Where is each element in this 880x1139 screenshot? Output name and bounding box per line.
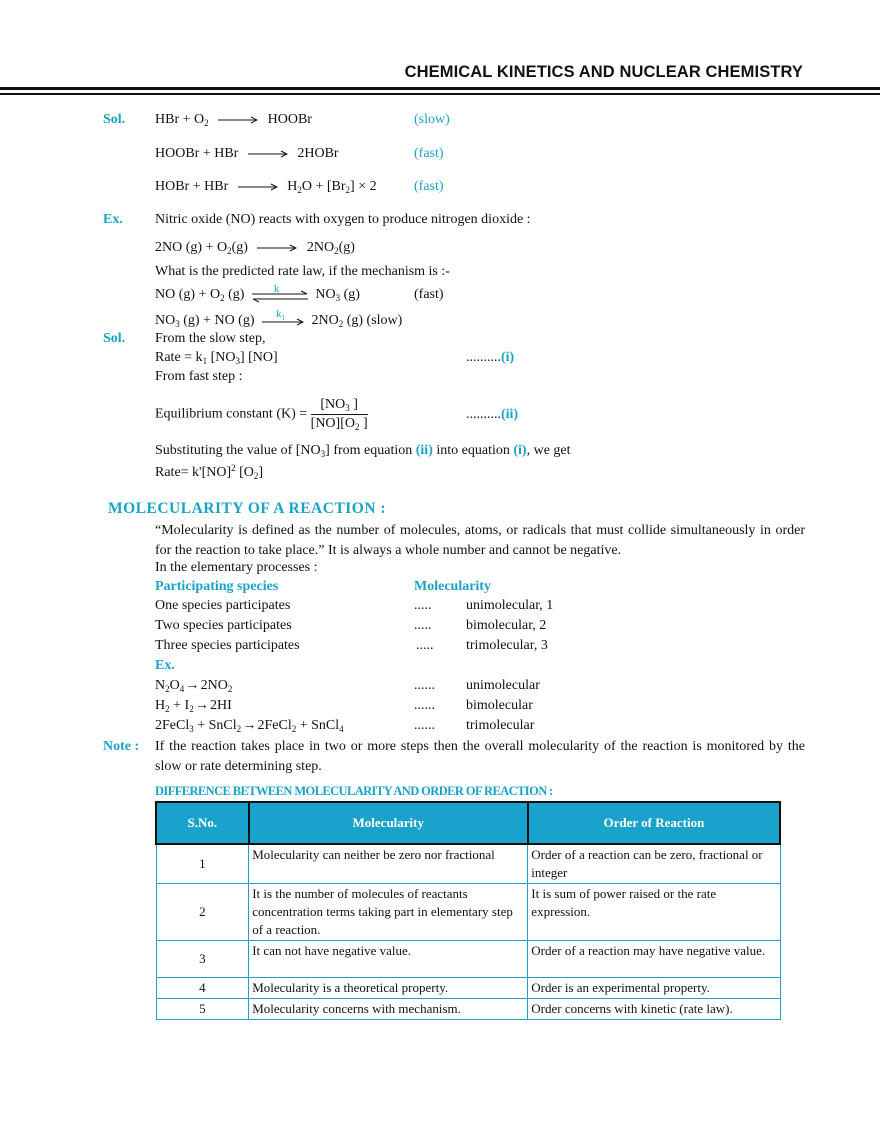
mechanism-step-fast: NO $(g) + O_2$ (g) k $NO_3$ (g): [155, 282, 360, 303]
arrow-right-icon: $k_1$: [262, 314, 304, 328]
intro-text: In the elementary processes :: [155, 560, 318, 575]
leader-dots: ......: [414, 718, 435, 733]
cell-sno: 5: [156, 999, 249, 1020]
column-heading-species: Participating species: [155, 579, 279, 594]
cell-sno: 1: [156, 844, 249, 884]
header-rule-thin: [0, 93, 880, 95]
table-row: [156, 978, 780, 999]
final-rate-law: Rate= k'[NO]$^2$ $[O_2]$: [155, 463, 264, 481]
cell-order: Order concerns with kinetic (rate law).: [528, 999, 780, 1020]
molecularity-value: trimolecular, 3: [466, 638, 548, 653]
table-title: DIFFERENCE BETWEEN MOLECULARITY AND ORDER OF REACTION :: [155, 784, 553, 798]
equation-tag: ..........(i): [466, 350, 515, 365]
species-label: Two species participates: [155, 618, 292, 633]
cell-molecularity: Molecularity can neither be zero nor fractional: [249, 844, 528, 884]
example-reaction: $H_2 + I_2$ → 2HI: [155, 698, 232, 714]
leader-dots: .....: [414, 598, 432, 613]
table-row: [156, 844, 780, 884]
equilibrium-constant: Equilibrium constant (K) = $\frac{[NO_3 ]}{[NO][O_2 ]}$: [155, 397, 368, 432]
species-label: Three species participates: [155, 638, 300, 653]
sol-label: Sol.: [103, 331, 126, 346]
rate-tag-black: (fast): [414, 287, 444, 302]
arrow-right-icon: [218, 115, 258, 125]
header-sno: S.No.: [156, 802, 249, 844]
difference-table: [155, 801, 781, 1020]
cell-molecularity: It is the number of molecules of reactants concentration terms taking part in elementary step of a reaction.: [249, 884, 528, 941]
note-paragraph: If the reaction takes place in two or more steps then the overall molecularity of the reaction is monitored by the slow or rate determining step.: [155, 739, 805, 774]
header-molecularity: Molecularity: [249, 802, 528, 844]
table-row: [156, 941, 780, 978]
sol-label: Sol.: [103, 112, 126, 127]
cell-order: Order of a reaction can be zero, fractional or integer: [528, 844, 780, 884]
example-reaction: $N_2O_4$ → $2NO_2$: [155, 678, 233, 694]
leader-dots: .....: [414, 618, 432, 633]
section-title: MOLECULARITY OF A REACTION :: [108, 500, 387, 517]
arrow-right-icon: [257, 243, 297, 253]
equilibrium-arrow-icon: k: [252, 288, 308, 302]
example-label: Ex.: [155, 658, 175, 673]
cell-molecularity: It can not have negative value.: [249, 941, 528, 978]
molecularity-value: trimolecular: [466, 718, 535, 733]
molecularity-value: bimolecular, 2: [466, 618, 547, 633]
species-label: One species participates: [155, 598, 291, 613]
reaction-line: HOOBr + HBr 2HOBr: [155, 146, 339, 161]
cell-molecularity: Molecularity is a theoretical property.: [249, 978, 528, 999]
example-reaction: 2FeCl$_3$ + SnCl$_2$ → 2FeCl$_2$ + SnCl$_4$: [155, 718, 344, 734]
example-text: Nitric oxide (NO) reacts with oxygen to produce nitrogen dioxide :: [155, 212, 531, 227]
cell-order: Order is an experimental property.: [528, 978, 780, 999]
cell-order: Order of a reaction may have negative value.: [528, 941, 780, 978]
cell-molecularity: Molecularity concerns with mechanism.: [249, 999, 528, 1020]
table-row: [156, 999, 780, 1020]
table-row: [156, 884, 780, 941]
leader-dots: ......: [414, 678, 435, 693]
definition-paragraph: “Molecularity is defined as the number of molecules, atoms, or radicals that must collide simultaneously in order for the reaction to take place.” It is always a whole number and cannot be negative.: [155, 523, 805, 558]
substitution-text: Substituting the value of $[NO_3]$ from equation (ii) into equation (i), we get: [155, 443, 571, 459]
cell-sno: 4: [156, 978, 249, 999]
molecularity-value: unimolecular: [466, 678, 540, 693]
arrow-right-icon: [248, 149, 288, 159]
reaction-line: HBr + $O_2$ HOOBr: [155, 112, 312, 128]
rate-tag: (fast): [414, 146, 444, 161]
overall-reaction: 2NO $(g) + O_2(g)$ $2NO_2(g)$: [155, 240, 355, 256]
mechanism-step-slow: $NO_3$ (g) + NO (g) $k_1$ $2NO_2$ (g) (slow): [155, 307, 403, 329]
reaction-line: HOBr + HBr $H_2O + [Br_2] \times 2$: [155, 179, 377, 195]
rate-expression: Rate = $k_1$ $[NO_3]$ [NO]: [155, 350, 278, 366]
note-label: Note :: [103, 739, 140, 754]
header-rule-thick: [0, 87, 880, 90]
cell-sno: 2: [156, 884, 249, 941]
cell-sno: 3: [156, 941, 249, 978]
fraction: $\frac{[NO_3 ]}{[NO][O_2 ]}$: [310, 397, 368, 432]
arrow-right-icon: [238, 182, 278, 192]
rate-tag: (slow): [414, 112, 450, 127]
question-text: What is the predicted rate law, if the mechanism is :-: [155, 264, 450, 279]
molecularity-value: bimolecular: [466, 698, 533, 713]
leader-dots: .....: [416, 638, 434, 653]
equation-tag: ..........(ii): [466, 407, 519, 422]
rate-tag: (fast): [414, 179, 444, 194]
table-header-row: [156, 802, 780, 844]
column-heading-molecularity: Molecularity: [414, 579, 491, 594]
sol-text: From the slow step,: [155, 331, 266, 346]
example-label: Ex.: [103, 212, 123, 227]
page-header-title: CHEMICAL KINETICS AND NUCLEAR CHEMISTRY: [404, 63, 803, 81]
header-order: Order of Reaction: [528, 802, 780, 844]
cell-order: It is sum of power raised or the rate expression.: [528, 884, 780, 941]
sol-text: From fast step :: [155, 369, 243, 384]
molecularity-value: unimolecular, 1: [466, 598, 554, 613]
leader-dots: ......: [414, 698, 435, 713]
